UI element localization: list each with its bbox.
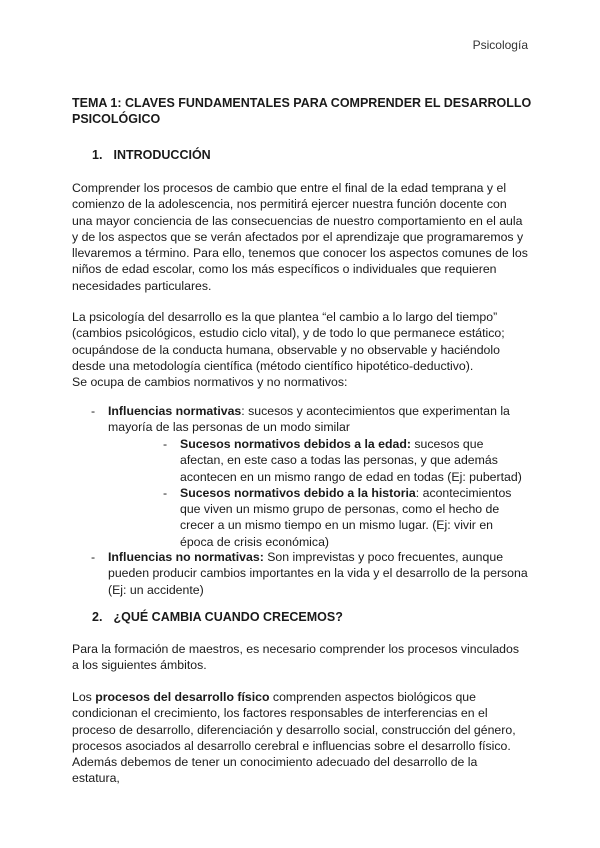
non-normative-term: Influencias no normativas:: [108, 550, 264, 564]
sublist-item-history: [163, 485, 528, 550]
age-term: Sucesos normativos debidos a la edad:: [180, 437, 411, 451]
physical-development-paragraph: [72, 689, 528, 787]
list-bullet: -: [163, 485, 168, 500]
section-number: 2.: [92, 610, 103, 624]
age-text: sucesos que afectan, en este caso a todas las personas, y que además acontecen en un mismo rango de edad en todas (Ej: pubertad): [180, 437, 522, 484]
history-text: : acontecimientos que viven un mismo grupo de personas, como el hecho de crecer a un mismo tiempo en un mismo lugar. (Ej: vivir en época de crisis económica): [180, 485, 512, 549]
physical-text: comprenden aspectos biológicos que condicionan el crecimiento, los factores responsables de interferencias en el proceso de desarrollo, diferenciación y desarrollo social, construcción del género, procesos asociados al desarrollo cerebral e influencias sobre el desarrollo físico. Además debemos de tener un conocimiento adecuado del desarrollo de la estatura,: [72, 690, 516, 786]
list-bullet: -: [91, 404, 96, 418]
physical-prefix: Los: [72, 690, 96, 704]
section-heading-introduccion: [92, 148, 211, 162]
section2-paragraph: Para la formación de maestros, es necesario comprender los procesos vinculados a los siguientes ámbitos.: [72, 642, 520, 673]
influences-list-2: [91, 549, 528, 598]
influences-list: [91, 403, 528, 436]
sublist-item-age: [163, 436, 528, 485]
non-normative-text: Son imprevistas y poco frecuentes, aunque pueden producir cambios importantes en la vida y el desarrollo de la persona (Ej: un accidente): [108, 550, 528, 597]
history-term: Sucesos normativos debido a la historia: [180, 485, 416, 500]
intro-paragraph: Comprender los procesos de cambio que entre el final de la edad temprana y el comienzo de la adolescencia, nos permitirá ejercer nuestra función docente con una mayor conciencia de las consecuencias de nuestro comportamiento en el aula y de los aspectos que se verán afectados por el aprendizaje que programaremos y llevaremos a término. Para ello, tenemos que conocer los aspectos comunes de los niños de edad escolar, como los más específicos o individuales que requieren necesidades particulares.: [72, 181, 528, 293]
section-heading-que-cambia: [92, 610, 343, 624]
section-heading-text: ¿QUÉ CAMBIA CUANDO CRECEMOS?: [113, 610, 343, 624]
list-item-non-normative: [91, 549, 528, 598]
definition-paragraph-2: Se ocupa de cambios normativos y no normativos:: [72, 375, 348, 389]
definition-paragraph: La psicología del desarrollo es la que plantea “el cambio a lo largo del tiempo” (cambios psicológicos, estudio ciclo vital), y de todo lo que permanece estático; ocupándose de la conducta humana, observable y no observable y haciéndolo desde una metodología científica (método científico hipotético-deductivo).: [72, 310, 505, 373]
physical-term: procesos del desarrollo físico: [95, 690, 270, 704]
normative-text: : sucesos y acontecimientos que experimentan la mayoría de las personas de un modo similar: [108, 404, 510, 435]
normative-sublist: [163, 436, 528, 550]
list-item-normative: [91, 403, 528, 436]
normative-term: Influencias normativas: [108, 404, 242, 418]
list-bullet: -: [163, 437, 168, 451]
document-title: TEMA 1: CLAVES FUNDAMENTALES PARA COMPRENDER EL DESARROLLO PSICOLÓGICO: [72, 96, 532, 126]
list-bullet: -: [91, 550, 96, 564]
section-heading-text: INTRODUCCIÓN: [113, 148, 211, 162]
section-number: 1.: [92, 148, 103, 162]
page-header-subject: Psicología: [472, 38, 528, 52]
